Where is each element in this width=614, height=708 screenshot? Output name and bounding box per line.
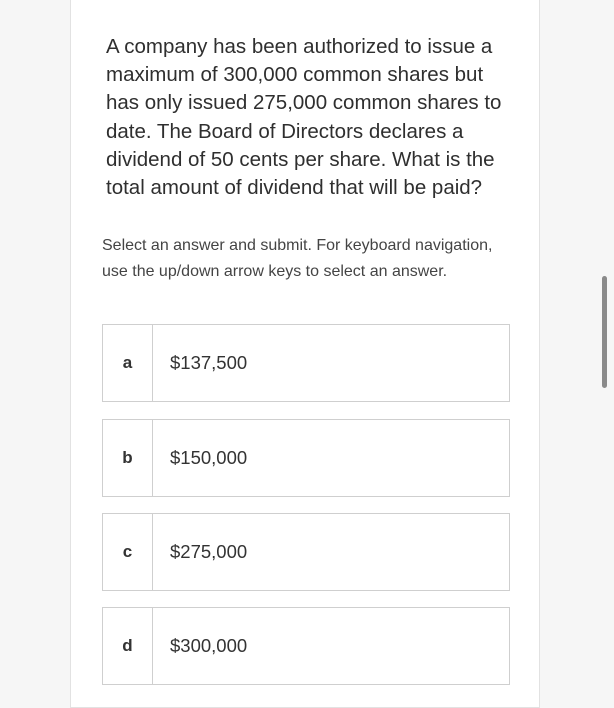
option-value: $275,000	[170, 541, 248, 562]
answer-option-c[interactable]	[102, 513, 510, 591]
question-text: A company has been authorized to issue a maximum of 300,000 common shares but has only issued 275,000 common shares to date. The Board of Directors declares a dividend of 50 cents per share. What is the total amount of dividend that will be paid?	[106, 35, 502, 200]
answer-option-d[interactable]	[102, 607, 510, 685]
scrollbar-thumb[interactable]	[602, 276, 607, 388]
option-letter: c	[103, 514, 153, 590]
answer-option-b[interactable]	[102, 419, 510, 497]
option-letter: d	[103, 608, 153, 684]
option-letter: b	[103, 420, 153, 496]
option-value: $137,500	[170, 352, 248, 373]
answer-option-a[interactable]	[102, 324, 510, 402]
option-value: $150,000	[170, 447, 248, 468]
option-value: $300,000	[170, 635, 248, 656]
answer-instructions: Select an answer and submit. For keyboard navigation, use the up/down arrow keys to select an answer.	[102, 237, 493, 280]
option-letter: a	[103, 325, 153, 401]
